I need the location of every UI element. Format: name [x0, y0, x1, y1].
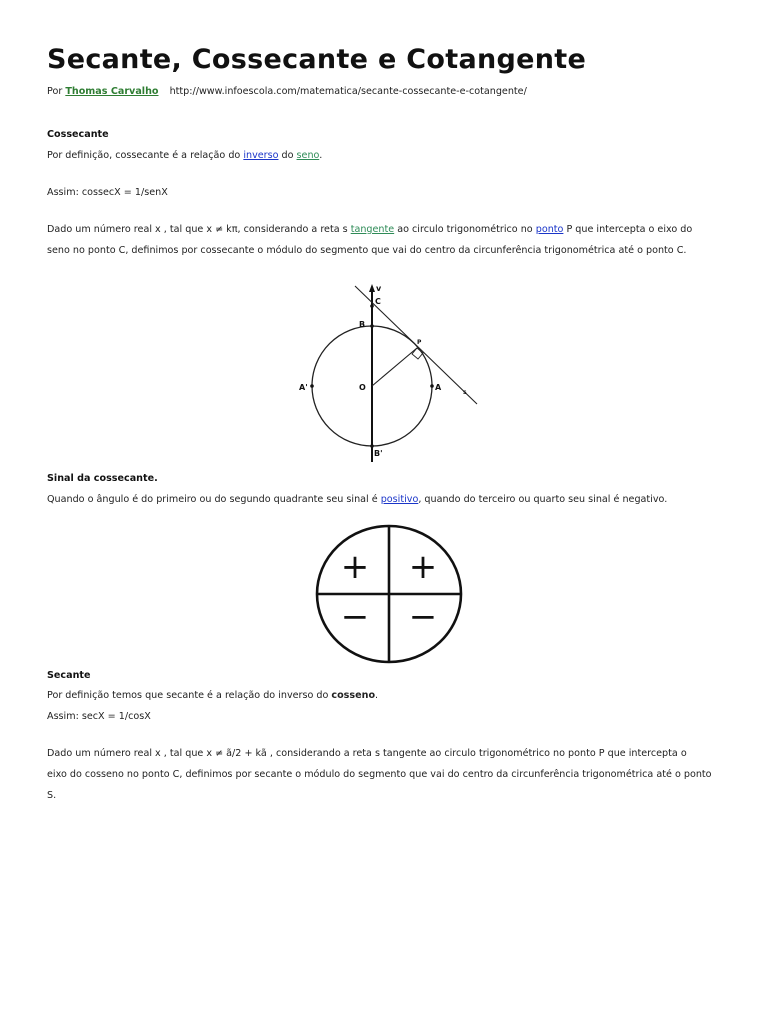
page-title: Secante, Cossecante e Cotangente — [47, 44, 587, 75]
not-equal-symbol: ≠ — [215, 224, 224, 235]
cossecante-paragraph-line1 — [47, 219, 692, 240]
secante-paragraph-line1 — [47, 743, 687, 764]
trig-circle-diagram — [297, 282, 487, 464]
cossecante-para-text3: ao circulo trigonométrico no — [394, 224, 536, 235]
label-a-prime: A' — [299, 383, 308, 392]
byline-prefix: Por — [47, 86, 63, 97]
axis-arrow-icon — [369, 284, 375, 292]
point-b-prime — [370, 444, 374, 448]
cosseno-bold: cosseno — [331, 690, 376, 701]
label-b: B — [359, 320, 366, 329]
radius-op — [372, 348, 417, 386]
label-v: v — [376, 284, 382, 293]
cossecante-para-text4: P que intercepta o eixo do — [563, 224, 693, 235]
quadrant-2-sign: + — [408, 547, 438, 587]
cossecante-paragraph-line2: seno no ponto C, definimos por cossecante o módulo do segmento que vai do centro da circunferência trigonométrica até o ponto C. — [47, 245, 687, 256]
label-o: O — [359, 383, 366, 392]
cossecante-heading: Cossecante — [47, 129, 109, 140]
quadrant-4-sign: − — [408, 597, 438, 637]
secante-formula: Assim: secX = 1/cosX — [47, 711, 151, 722]
label-c: C — [375, 297, 381, 306]
source-url: http://www.infoescola.com/matematica/secante-cossecante-e-cotangente/ — [169, 86, 527, 97]
sinal-heading: Sinal da cossecante. — [47, 473, 158, 484]
sinal-text-post: , quando do terceiro ou quarto seu sinal é negativo. — [418, 494, 668, 505]
label-s: s — [463, 389, 467, 396]
positivo-link[interactable]: positivo — [380, 494, 419, 505]
secante-para-text2: ã/2 + kã , considerando a reta s tangente ao circulo trigonométrico no ponto P que intercepta o — [223, 748, 687, 759]
label-a: A — [435, 383, 442, 392]
cossecante-formula: Assim: cossecX = 1/senX — [47, 187, 168, 198]
cossecante-definition — [47, 145, 322, 166]
secante-para-text1: Dado um número real x , tal que x — [47, 748, 216, 759]
cossecante-def-mid: do — [278, 150, 297, 161]
ponto-link[interactable]: ponto — [535, 224, 564, 235]
point-b — [370, 324, 374, 328]
secante-not-equal-symbol: ≠ — [215, 748, 224, 759]
cossecante-para-text2: kπ, considerando a reta s — [223, 224, 351, 235]
point-a-prime — [310, 384, 314, 388]
cossecante-def-text: Por definição, cossecante é a relação do — [47, 150, 244, 161]
sign-quadrant-diagram — [315, 524, 463, 664]
quadrant-1-sign: + — [340, 547, 370, 587]
label-b-prime: B' — [374, 449, 383, 458]
tangent-line-s — [355, 286, 477, 404]
point-a — [430, 384, 434, 388]
sinal-paragraph — [47, 489, 667, 510]
secante-def-end: . — [375, 690, 379, 701]
seno-link[interactable]: seno — [296, 150, 320, 161]
secante-heading: Secante — [47, 670, 91, 681]
secante-definition — [47, 685, 378, 706]
secante-def-text: Por definição temos que secante é a relação do inverso do — [47, 690, 332, 701]
sinal-text-pre: Quando o ângulo é do primeiro ou do segundo quadrante seu sinal é — [47, 494, 381, 505]
cossecante-def-end: . — [319, 150, 323, 161]
secante-paragraph-line2: eixo do cosseno no ponto C, definimos por secante o módulo do segmento que vai do centro da circunferência trigonométrica até o ponto — [47, 769, 712, 780]
byline — [47, 81, 527, 102]
author-link[interactable]: Thomas Carvalho — [65, 86, 159, 97]
inverso-link[interactable]: inverso — [243, 150, 279, 161]
tangente-link[interactable]: tangente — [350, 224, 395, 235]
cossecante-para-text1: Dado um número real x , tal que x — [47, 224, 216, 235]
label-p: P — [417, 339, 422, 346]
quadrant-3-sign: − — [340, 597, 370, 637]
point-c — [370, 304, 374, 308]
secante-paragraph-line3: S. — [47, 790, 57, 801]
